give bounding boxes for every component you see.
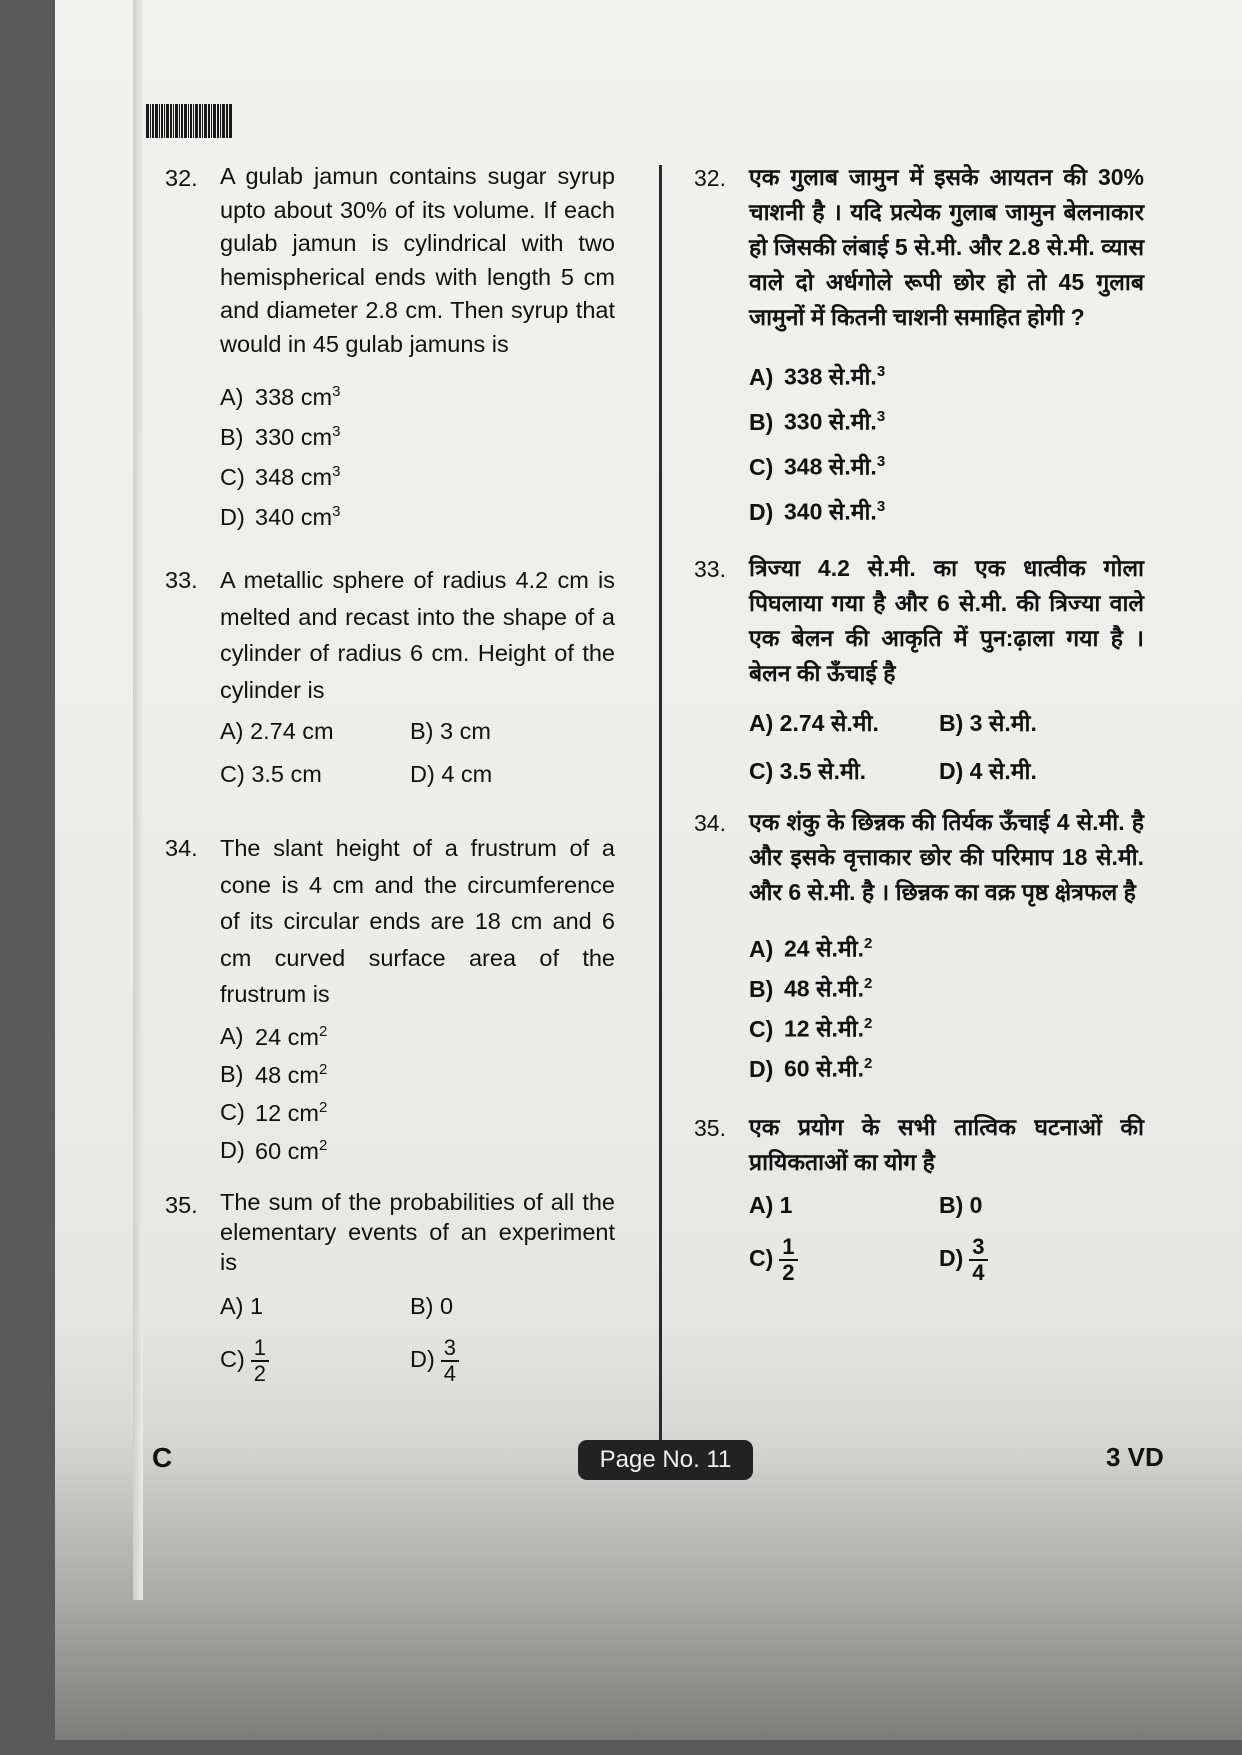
option-b: B) 48 $cm^2$ — [220, 1060, 328, 1088]
question-32-en — [165, 160, 615, 534]
question-34-en — [165, 830, 615, 1165]
option-a: A) 2.74 cm — [220, 718, 334, 744]
question-number: 34. — [694, 810, 726, 836]
option-a: A) 338 $cm^3$ — [220, 383, 341, 410]
option-d: D) 4 से.मी. — [939, 758, 1037, 784]
option-a: A) 1 — [220, 1292, 264, 1319]
options-row-2 — [220, 1328, 615, 1394]
question-34-hi — [694, 805, 1144, 1084]
option-c: C) 348 $cm^3$ — [220, 463, 341, 490]
option-a: A) 24 $cm^2$ — [220, 1022, 328, 1050]
question-text: एक गुलाब जामुन में इसके आयतन की 30% चाशनी है । यदि प्रत्येक गुलाब जामुन बेलनाकार हो जिसकी लंबाई 5 से.मी. और 2.8 से.मी. व्यास वाले दो अर्धगोले रूपी छोर हो तो 45 गुलाब जामुनों में कितनी चाशनी समाहित होगी ? — [749, 164, 1144, 330]
option-b: B) 3 से.मी. — [939, 710, 1037, 736]
options-row-2 — [220, 753, 615, 796]
hindi-column — [694, 160, 1144, 1319]
option-b: B) 330 से.मी.$^3$ — [749, 408, 886, 435]
set-letter: C — [152, 1442, 173, 1473]
option-b: B) 330 $cm^3$ — [220, 423, 341, 450]
question-35-hi — [694, 1110, 1144, 1293]
question-number: 34. — [165, 835, 198, 861]
question-text: The sum of the probabilities of all the elementary events of an experiment is — [220, 1188, 615, 1275]
barcode — [146, 104, 266, 138]
question-33-en — [165, 562, 615, 796]
column-divider — [659, 165, 662, 1450]
question-number: 33. — [694, 556, 726, 582]
option-c: C) 3.5 से.मी. — [749, 758, 867, 784]
options-row-2 — [749, 1227, 1144, 1293]
option-c: C) $\frac{1}{2}$ — [220, 1336, 410, 1386]
options-row-1 — [749, 699, 1144, 747]
fraction: $\frac{1}{2}$ — [251, 1336, 269, 1386]
fraction: $\frac{1}{2}$ — [779, 1235, 797, 1285]
options-row-2 — [749, 747, 1144, 795]
question-number: 33. — [165, 567, 198, 593]
option-a: A) 338 से.मी.$^3$ — [749, 363, 886, 390]
question-number: 35. — [694, 1115, 726, 1141]
question-text: A metallic sphere of radius 4.2 cm is melted and recast into the shape of a cylinder of radius 6 cm. Height of the cylinder is — [220, 567, 615, 703]
paper-code: 3 VD — [1106, 1442, 1164, 1472]
options-row-1 — [749, 1184, 1144, 1227]
option-b: B) 0 — [410, 1292, 454, 1319]
option-d: D) $\frac{3}{4}$ — [939, 1235, 1129, 1285]
english-column — [165, 160, 615, 1420]
page-spine — [133, 0, 143, 1600]
question-text: The slant height of a frustrum of a cone is 4 cm and the circumference of its circular ends are 18 cm and 6 cm curved surface area of the frustrum is — [220, 835, 615, 1007]
option-c: C) $\frac{1}{2}$ — [749, 1235, 939, 1285]
fraction: $\frac{3}{4}$ — [969, 1235, 987, 1285]
option-d: D) 340 $cm^3$ — [220, 503, 341, 530]
question-35-en — [165, 1187, 615, 1394]
question-text: A gulab jamun contains sugar syrup upto about 30% of its volume. If each gulab jamun is cylindrical with two hemispherical ends with length 5 cm and diameter 2.8 cm. Then syrup that would in 45 gulab jamuns is — [220, 163, 615, 357]
option-a: A) 2.74 से.मी. — [749, 710, 879, 736]
options-row-1 — [220, 710, 615, 753]
question-text: एक प्रयोग के सभी तात्विक घटनाओं की प्रायिकताओं का योग है — [749, 1114, 1144, 1175]
option-d: D) 60 $cm^2$ — [220, 1136, 328, 1164]
question-number: 32. — [165, 165, 198, 191]
option-b: B) 48 से.मी.$^2$ — [749, 975, 873, 1002]
question-text: एक शंकु के छिन्नक की तिर्यक ऊँचाई 4 से.मी. है और इसके वृत्ताकार छोर की परिमाप 18 से.मी. और 6 से.मी. है । छिन्नक का वक्र पृष्ठ क्षेत्रफल है — [749, 809, 1144, 905]
option-d: D) $\frac{3}{4}$ — [410, 1336, 600, 1386]
question-number: 35. — [165, 1191, 198, 1218]
option-b: B) 3 cm — [410, 718, 491, 744]
option-d: D) 4 cm — [410, 761, 493, 787]
option-c: C) 3.5 cm — [220, 761, 322, 787]
option-c: C) 12 से.मी.$^2$ — [749, 1015, 873, 1042]
question-33-hi — [694, 551, 1144, 795]
option-d: D) 60 से.मी.$^2$ — [749, 1055, 873, 1082]
question-32-hi — [694, 160, 1144, 529]
option-b: B) 0 — [939, 1192, 983, 1218]
options-row-1 — [220, 1285, 615, 1328]
option-a: A) 24 से.मी.$^2$ — [749, 935, 873, 962]
option-d: D) 340 से.मी.$^3$ — [749, 498, 886, 525]
question-number: 32. — [694, 165, 726, 191]
option-a: A) 1 — [749, 1192, 793, 1218]
option-c: C) 348 से.मी.$^3$ — [749, 453, 886, 480]
fraction: $\frac{3}{4}$ — [441, 1336, 459, 1386]
question-text: त्रिज्या 4.2 से.मी. का एक धात्वीक गोला पिघलाया गया है और 6 से.मी. की त्रिज्या वाले एक बेलन की आकृति में पुन:ढ़ाला गया है । बेलन की ऊँचाई है — [749, 555, 1144, 686]
option-c: C) 12 $cm^2$ — [220, 1098, 328, 1126]
page-number-badge: Page No. 11 — [578, 1440, 753, 1480]
